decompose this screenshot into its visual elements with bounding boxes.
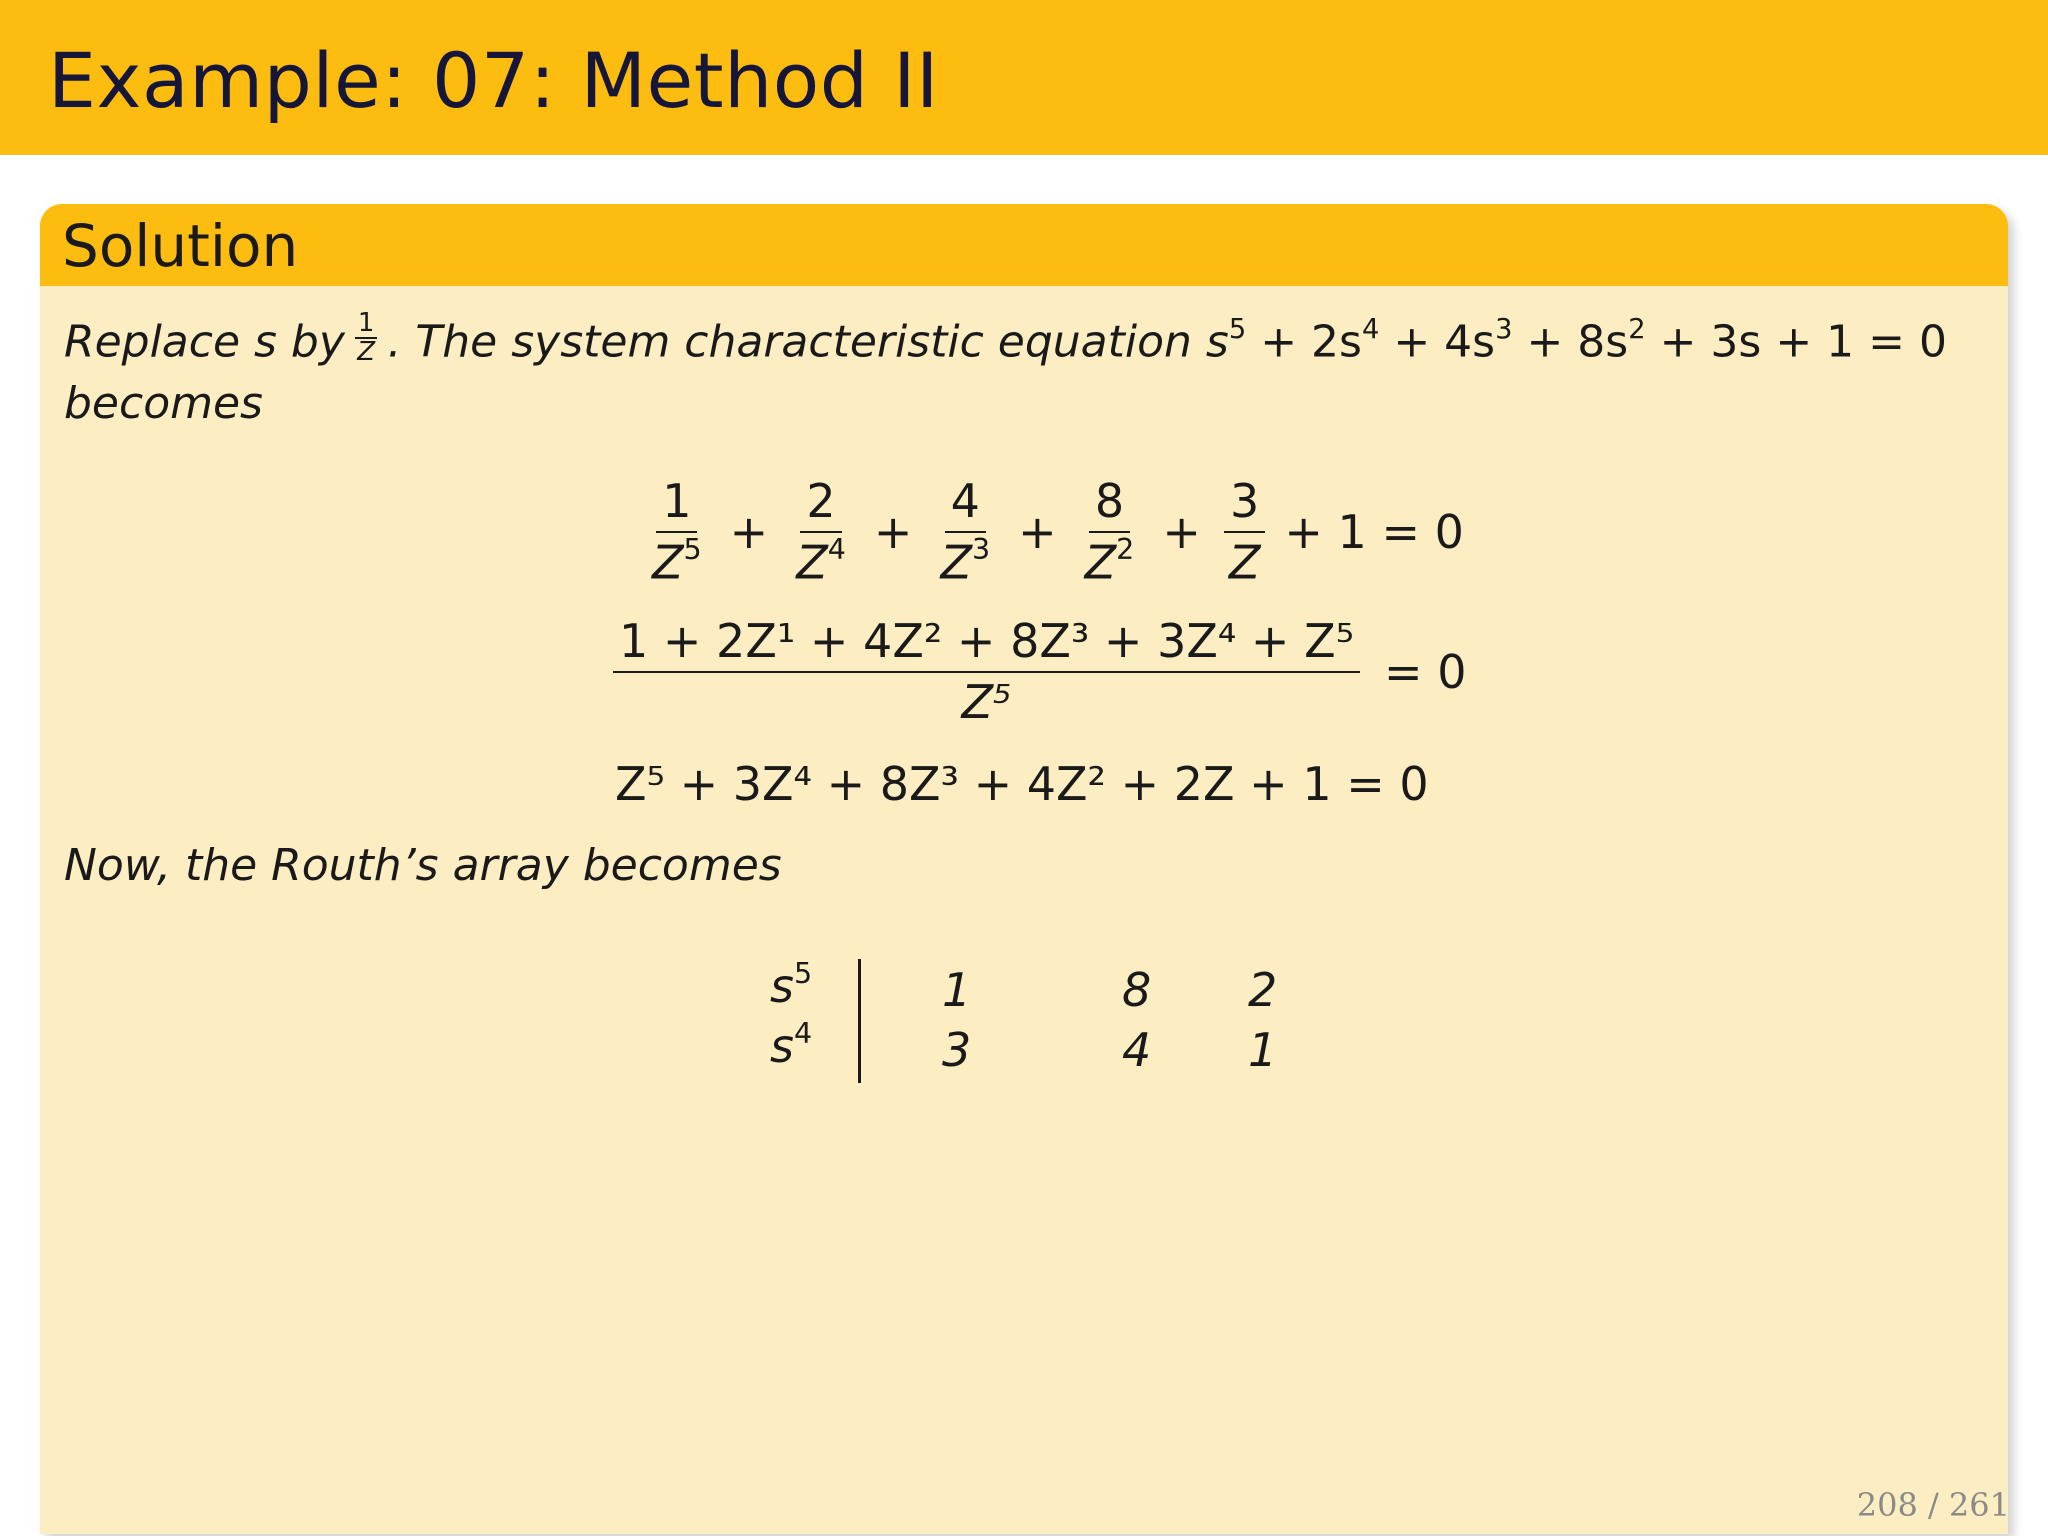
plus-sign: + xyxy=(1018,504,1057,559)
frac-num: 4 xyxy=(945,476,986,533)
block-header xyxy=(40,204,2008,286)
exp: 2 xyxy=(1628,313,1646,345)
row-label xyxy=(770,1016,813,1073)
plus-sign: + xyxy=(729,504,769,559)
frame-title: Example: 07: Method II xyxy=(48,36,939,125)
routh-cell: 4 xyxy=(1122,1023,1152,1077)
routh-cell: 8 xyxy=(1122,963,1152,1017)
den-exp: 3 xyxy=(971,532,991,566)
fraction-term xyxy=(790,476,852,588)
den-var: Z xyxy=(940,534,972,589)
frac-num: 3 xyxy=(1224,476,1265,533)
den-var: Z xyxy=(652,534,684,589)
equation-2 xyxy=(605,616,1466,727)
frac-den xyxy=(1223,533,1267,588)
exp: 4 xyxy=(1361,313,1380,345)
den-var: Z xyxy=(796,534,828,589)
fraction-term xyxy=(1079,476,1141,588)
row-exp: 5 xyxy=(793,956,813,990)
den-exp: 4 xyxy=(827,532,846,566)
exp: 5 xyxy=(1228,313,1247,345)
big-fraction xyxy=(613,616,1360,727)
routh-cell: 3 xyxy=(942,1023,972,1077)
routh-intro-line: Now, the Routh’s array becomes xyxy=(64,840,782,891)
intro-line xyxy=(64,308,1948,373)
den-exp: 2 xyxy=(1116,532,1135,566)
eq-term: + 2s xyxy=(1246,316,1362,368)
routh-cell: 2 xyxy=(1248,963,1278,1017)
intro-text-b: . The system characteristic equation s xyxy=(387,316,1229,368)
page-number: 208 / 261 xyxy=(1856,1486,2010,1524)
exp: 3 xyxy=(1495,313,1513,345)
den-exp: 5 xyxy=(683,532,702,566)
row-exp: 4 xyxy=(793,1016,813,1050)
intro-text-a: Replace s by xyxy=(64,316,345,368)
den-var: Z xyxy=(1084,534,1117,589)
solution-block xyxy=(40,204,2008,1534)
equation-3: Z⁵ + 3Z⁴ + 8Z³ + 4Z² + 2Z + 1 = 0 xyxy=(615,757,1429,811)
frac-num: 1 xyxy=(656,476,697,533)
big-frac-num: 1 + 2Z¹ + 4Z² + 8Z³ + 3Z⁴ + Z⁵ xyxy=(613,616,1360,673)
inline-fraction xyxy=(355,310,378,367)
frac-den xyxy=(1079,533,1141,588)
plus-sign: + xyxy=(1162,504,1201,559)
row-var: s xyxy=(770,959,794,1013)
routh-cell: 1 xyxy=(1248,1023,1278,1077)
eq-term: + 8s xyxy=(1512,316,1629,368)
routh-cell: 1 xyxy=(942,963,972,1017)
block-heading: Solution xyxy=(62,212,299,280)
eq1-tail: + 1 = 0 xyxy=(1284,504,1464,559)
inline-frac-num: 1 xyxy=(355,310,378,339)
becomes-line: becomes xyxy=(64,378,263,429)
den-var: Z xyxy=(1228,534,1261,589)
row-label xyxy=(770,956,813,1013)
fraction-term xyxy=(1223,476,1267,588)
row-var: s xyxy=(770,1019,794,1073)
frac-den xyxy=(934,533,996,588)
frac-num: 8 xyxy=(1089,476,1130,533)
eq-term: + 3s + 1 = 0 xyxy=(1645,316,1948,368)
inline-frac-den: Z xyxy=(357,337,376,368)
eq2-tail: = 0 xyxy=(1384,644,1467,699)
fraction-term xyxy=(934,476,996,588)
frac-num: 2 xyxy=(800,476,841,533)
big-frac-den: Z⁵ xyxy=(961,674,1012,729)
eq-term: + 4s xyxy=(1379,316,1496,368)
frac-den xyxy=(646,533,708,588)
equation-1 xyxy=(638,476,1464,588)
frac-den xyxy=(790,533,852,588)
fraction-term xyxy=(646,476,708,588)
plus-sign: + xyxy=(873,504,913,559)
routh-divider xyxy=(858,959,861,1083)
frame-title-bar xyxy=(0,0,2048,155)
